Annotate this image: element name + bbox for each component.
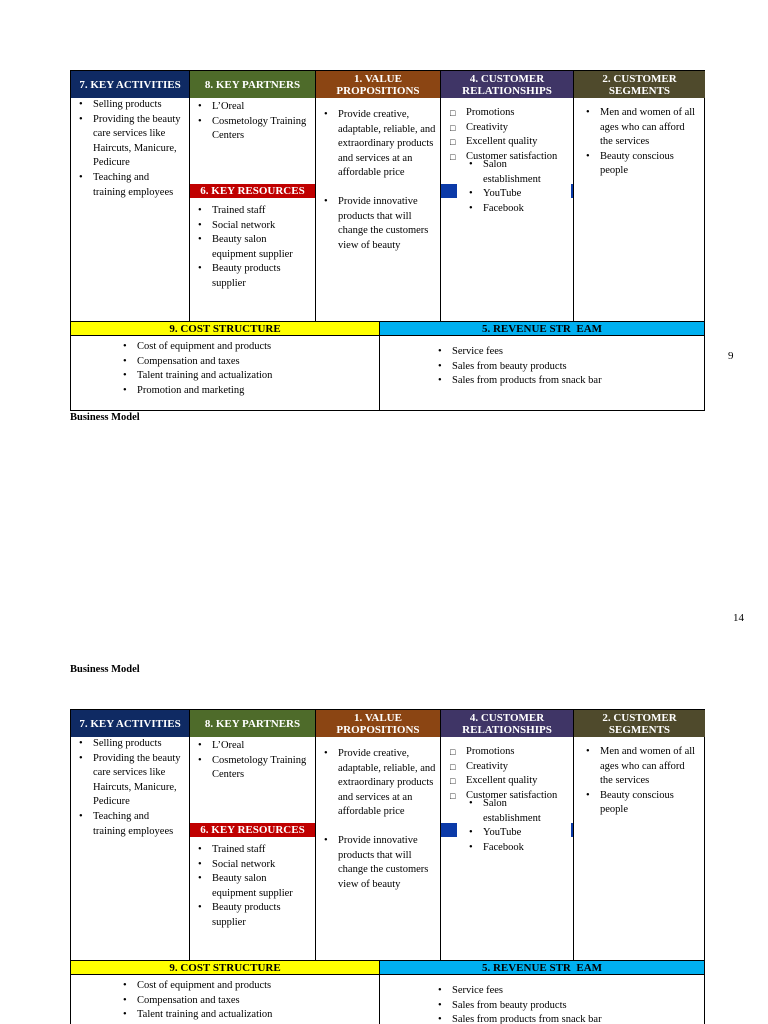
cost-structure-header: 9. COST STRUCTURE	[71, 322, 379, 336]
list-item: • Talent training and actualization	[115, 369, 379, 384]
key-resources-header: 6. KEY RESOURCES	[190, 184, 315, 198]
customer-relationships-header	[441, 71, 573, 98]
list-item: • Facebook	[461, 841, 573, 856]
list-item: • Sales from products from snack bar	[430, 374, 704, 389]
caption-business-model: Business Model	[70, 412, 140, 423]
key-resources-list	[190, 837, 315, 931]
revenue-stream-block	[379, 322, 704, 410]
list-item: • Social network	[190, 219, 315, 234]
cost-structure-block	[71, 961, 379, 1024]
list-item: □ Customer satisfaction	[450, 789, 573, 801]
key-partners-resources-block	[190, 710, 316, 960]
list-item: • Service fees	[430, 345, 704, 360]
key-partners-header: 8. KEY PARTNERS	[190, 71, 315, 98]
list-item: • Sales from beauty products	[430, 360, 704, 375]
key-partners-header: 8. KEY PARTNERS	[190, 710, 315, 737]
value-propositions-block	[316, 71, 441, 321]
channel-marker-left	[441, 184, 457, 198]
customer-segments-title-line1: 2. CUSTOMER	[602, 711, 677, 724]
list-item: • Beauty salon equipment supplier	[190, 872, 315, 901]
customer-segments-list	[574, 98, 705, 179]
customer-relationships-title-line1: 4. CUSTOMER	[469, 711, 545, 724]
business-model-canvas-2	[70, 709, 705, 1024]
customer-segments-title-line2: SEGMENTS	[608, 84, 671, 97]
key-partners-list	[190, 98, 315, 180]
canvas-top-grid	[71, 710, 704, 960]
customer-segments-title-line2: SEGMENTS	[608, 723, 671, 736]
list-item: • Selling products	[71, 98, 189, 113]
canvas-bottom-row	[71, 321, 704, 410]
key-resources-header: 6. KEY RESOURCES	[190, 823, 315, 837]
list-item: • Facebook	[461, 202, 573, 217]
channels-list	[441, 797, 573, 855]
list-item: • Trained staff	[190, 843, 315, 858]
cost-structure-block	[71, 322, 379, 410]
list-item: • Beauty products supplier	[190, 262, 315, 291]
customer-segments-header	[574, 71, 705, 98]
customer-relationships-block	[441, 71, 574, 321]
cost-structure-list	[71, 975, 379, 1024]
list-item: • Promotion and marketing	[115, 384, 379, 399]
customer-relationships-checklist-wrap	[441, 737, 573, 801]
customer-segments-block	[574, 710, 705, 960]
list-item: • Cosmetology Training Centers	[190, 754, 315, 783]
customer-segments-title-line1: 2. CUSTOMER	[602, 72, 677, 85]
revenue-stream-header: 5. REVENUE STR EAM	[380, 961, 704, 975]
list-item: • Cosmetology Training Centers	[190, 115, 315, 144]
value-propositions-title-line1: 1. VALUE	[354, 72, 402, 85]
channel-marker-left	[441, 823, 457, 837]
page-number: 9	[728, 350, 734, 362]
cost-structure-header: 9. COST STRUCTURE	[71, 961, 379, 975]
list-item: • Men and women of all ages who can afford the services	[578, 745, 705, 789]
page-number: 14	[733, 612, 744, 624]
list-item: □ Promotions	[450, 106, 573, 121]
key-activities-block	[71, 71, 190, 321]
list-item: □ Customer satisfaction	[450, 150, 573, 162]
customer-segments-list	[574, 737, 705, 818]
list-item: • L’Oreal	[190, 100, 315, 115]
customer-relationships-checklist-wrap	[441, 98, 573, 162]
list-item: • Provide creative, adaptable, reliable, and extraordinary products and services at an affordable price	[316, 747, 440, 820]
key-activities-header: 7. KEY ACTIVITIES	[71, 71, 189, 98]
customer-relationships-header	[441, 710, 573, 737]
list-item: • Men and women of all ages who can afford the services	[578, 106, 705, 150]
list-item: • Cost of equipment and products	[115, 979, 379, 994]
value-propositions-block	[316, 710, 441, 960]
cost-structure-list	[71, 336, 379, 398]
list-item: • Salon establishment	[461, 797, 573, 826]
value-propositions-list	[316, 737, 440, 892]
key-activities-list	[71, 737, 189, 839]
list-item: • Social network	[190, 858, 315, 873]
list-item: □ Excellent quality	[450, 774, 573, 789]
key-partners-list	[190, 737, 315, 819]
value-propositions-title-line1: 1. VALUE	[354, 711, 402, 724]
key-activities-block	[71, 710, 190, 960]
revenue-stream-list	[380, 975, 704, 1024]
value-propositions-title-line2: PROPOSITIONS	[336, 723, 420, 736]
key-partners-resources-block	[190, 71, 316, 321]
list-item: • Sales from products from snack bar	[430, 1013, 704, 1024]
caption-business-model: Business Model	[70, 664, 140, 675]
list-item: • Beauty conscious people	[578, 150, 705, 179]
canvas-top-grid	[71, 71, 704, 321]
list-item: • Provide creative, adaptable, reliable, and extraordinary products and services at an affordable price	[316, 108, 440, 181]
list-item: • Beauty conscious people	[578, 789, 705, 818]
list-item: • Cost of equipment and products	[115, 340, 379, 355]
list-item: □ Promotions	[450, 745, 573, 760]
key-resources-list	[190, 198, 315, 292]
list-item: • Teaching and training employees	[71, 171, 189, 200]
list-item: • Beauty salon equipment supplier	[190, 233, 315, 262]
list-item: □ Creativity	[450, 121, 573, 136]
list-item: • YouTube	[461, 187, 573, 202]
customer-segments-block	[574, 71, 705, 321]
list-item: • Teaching and training employees	[71, 810, 189, 839]
list-item: • Selling products	[71, 737, 189, 752]
channels-list	[441, 158, 573, 216]
key-activities-header: 7. KEY ACTIVITIES	[71, 710, 189, 737]
list-item: • Providing the beauty care services like Haircuts, Manicure, Pedicure	[71, 113, 189, 171]
list-item: □ Excellent quality	[450, 135, 573, 150]
list-item: • Providing the beauty care services like Haircuts, Manicure, Pedicure	[71, 752, 189, 810]
list-item: • Provide innovative products that will change the customers view of beauty	[316, 834, 440, 892]
customer-relationships-title-line1: 4. CUSTOMER	[469, 72, 545, 85]
list-item: • YouTube	[461, 826, 573, 841]
revenue-stream-block	[379, 961, 704, 1024]
value-propositions-list	[316, 98, 440, 253]
list-item: • Compensation and taxes	[115, 355, 379, 370]
list-item: • Trained staff	[190, 204, 315, 219]
list-item: • Beauty products supplier	[190, 901, 315, 930]
canvas-bottom-row	[71, 960, 704, 1024]
customer-segments-header	[574, 710, 705, 737]
list-item: □ Creativity	[450, 760, 573, 775]
value-propositions-header	[316, 71, 440, 98]
list-item: • Service fees	[430, 984, 704, 999]
list-item: • L’Oreal	[190, 739, 315, 754]
list-item: • Talent training and actualization	[115, 1008, 379, 1023]
customer-relationships-block	[441, 710, 574, 960]
list-item: • Sales from beauty products	[430, 999, 704, 1014]
list-item: • Salon establishment	[461, 158, 573, 187]
customer-relationships-title-line2: RELATIONSHIPS	[462, 723, 552, 736]
value-propositions-header	[316, 710, 440, 737]
customer-relationships-checklist	[450, 106, 573, 162]
list-item: • Compensation and taxes	[115, 994, 379, 1009]
customer-relationships-title-line2: RELATIONSHIPS	[462, 84, 552, 97]
list-item: • Provide innovative products that will change the customers view of beauty	[316, 195, 440, 253]
customer-relationships-checklist	[450, 745, 573, 801]
revenue-stream-list	[380, 336, 704, 389]
revenue-stream-header: 5. REVENUE STR EAM	[380, 322, 704, 336]
business-model-canvas-1	[70, 70, 705, 411]
value-propositions-title-line2: PROPOSITIONS	[336, 84, 420, 97]
key-activities-list	[71, 98, 189, 200]
